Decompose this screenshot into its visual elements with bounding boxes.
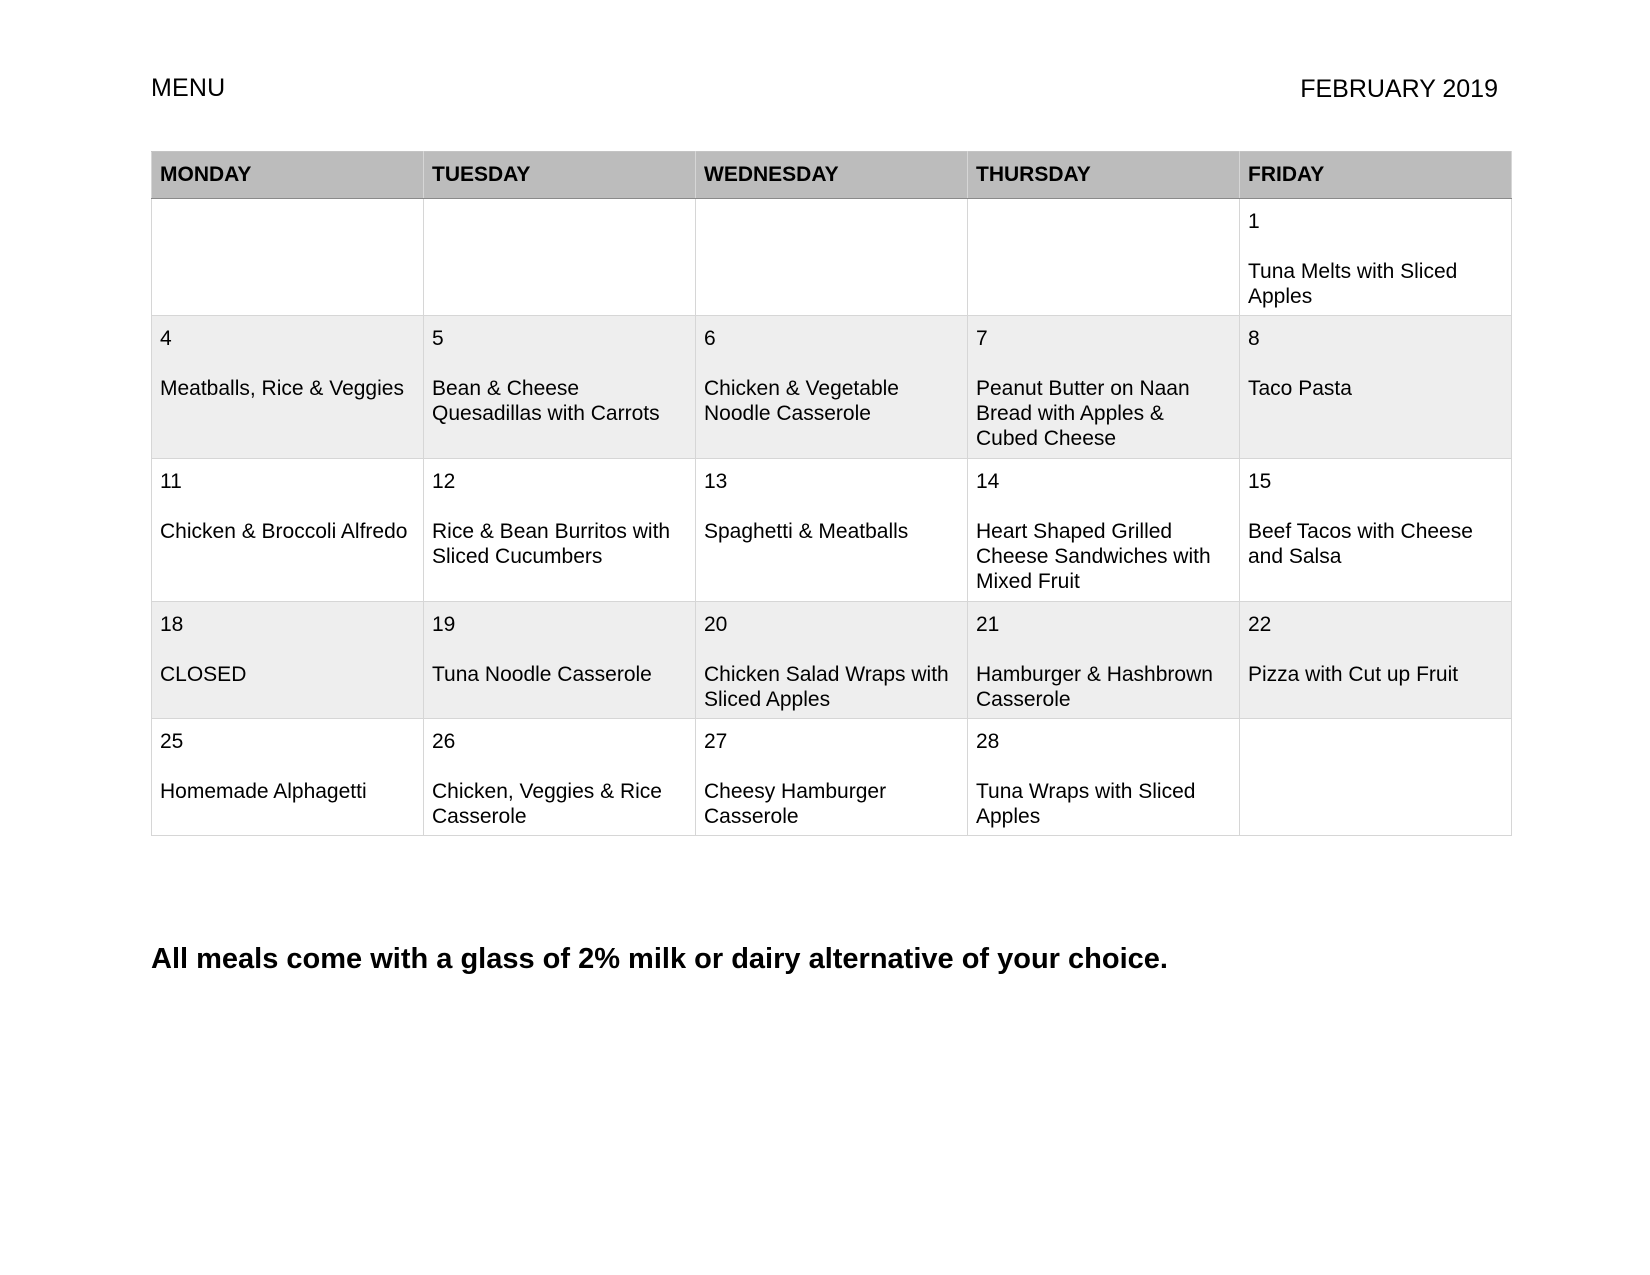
day-cell xyxy=(424,459,696,602)
day-number: 27 xyxy=(704,730,728,753)
weekday-header-monday: MONDAY xyxy=(152,152,424,199)
day-cell xyxy=(424,316,696,459)
meal-text: Chicken, Veggies & Rice Casserole xyxy=(432,780,662,828)
day-cell xyxy=(424,199,696,316)
day-cell xyxy=(152,459,424,602)
meal-text: Heart Shaped Grilled Cheese Sandwiches with Mixed Fruit xyxy=(976,520,1211,593)
day-cell xyxy=(696,199,968,316)
day-cell xyxy=(968,602,1240,719)
day-number: 7 xyxy=(976,327,988,350)
day-number: 5 xyxy=(432,327,444,350)
meal-text: Peanut Butter on Naan Bread with Apples & Cubed Cheese xyxy=(976,377,1190,450)
day-number xyxy=(976,209,1231,234)
day-cell xyxy=(968,316,1240,459)
week-row xyxy=(152,459,1512,602)
meal-text: Tuna Noodle Casserole xyxy=(432,663,652,686)
meal-text: Pizza with Cut up Fruit xyxy=(1248,663,1459,686)
day-cell xyxy=(696,316,968,459)
day-number: 4 xyxy=(160,327,172,350)
weekday-header-wednesday: WEDNESDAY xyxy=(696,152,968,199)
day-number xyxy=(704,209,959,234)
day-cell xyxy=(1240,459,1512,602)
week-row xyxy=(152,316,1512,459)
day-number: 18 xyxy=(160,613,184,636)
meal-text: Cheesy Hamburger Casserole xyxy=(704,780,887,828)
week-row xyxy=(152,199,1512,316)
day-cell xyxy=(968,199,1240,316)
weekday-header-tuesday: TUESDAY xyxy=(424,152,696,199)
week-row xyxy=(152,602,1512,719)
meal-text: Rice & Bean Burritos with Sliced Cucumbers xyxy=(432,520,671,568)
day-number: 14 xyxy=(976,470,1000,493)
meal-text: Tuna Wraps with Sliced Apples xyxy=(976,780,1196,828)
day-number: 1 xyxy=(1248,210,1260,233)
meal-text: Spaghetti & Meatballs xyxy=(704,520,909,543)
month-title: FEBRUARY 2019 xyxy=(1300,75,1498,103)
day-cell xyxy=(968,719,1240,836)
week-row xyxy=(152,719,1512,836)
weekday-header-row xyxy=(152,152,1512,199)
meal-text: Chicken Salad Wraps with Sliced Apples xyxy=(704,663,949,711)
day-cell xyxy=(424,719,696,836)
day-cell xyxy=(1240,719,1512,836)
day-number xyxy=(432,209,687,234)
day-cell xyxy=(968,459,1240,602)
day-number xyxy=(160,209,415,234)
day-number: 28 xyxy=(976,730,1000,753)
meal-text: Chicken & Broccoli Alfredo xyxy=(160,520,408,543)
menu-calendar-table xyxy=(151,151,1512,836)
day-cell xyxy=(424,602,696,719)
day-cell xyxy=(1240,602,1512,719)
day-cell xyxy=(152,602,424,719)
day-number xyxy=(1248,729,1503,754)
meal-text: Bean & Cheese Quesadillas with Carrots xyxy=(432,377,660,425)
milk-note: All meals come with a glass of 2% milk or dairy alternative of your choice. xyxy=(151,943,1168,975)
meal-text: Tuna Melts with Sliced Apples xyxy=(1248,260,1458,308)
day-number: 19 xyxy=(432,613,456,636)
day-number: 26 xyxy=(432,730,456,753)
meal-text: Homemade Alphagetti xyxy=(160,780,367,803)
day-number: 25 xyxy=(160,730,184,753)
day-cell xyxy=(152,199,424,316)
meal-text: Taco Pasta xyxy=(1248,377,1352,400)
day-cell xyxy=(696,719,968,836)
day-cell xyxy=(696,602,968,719)
day-number: 20 xyxy=(704,613,728,636)
weekday-header-friday: FRIDAY xyxy=(1240,152,1512,199)
day-number: 22 xyxy=(1248,613,1272,636)
day-number: 11 xyxy=(160,470,182,493)
day-cell xyxy=(1240,199,1512,316)
day-cell xyxy=(152,316,424,459)
day-number: 15 xyxy=(1248,470,1272,493)
meal-text: Beef Tacos with Cheese and Salsa xyxy=(1248,520,1473,568)
meal-text: Hamburger & Hashbrown Casserole xyxy=(976,663,1213,711)
day-number: 13 xyxy=(704,470,728,493)
day-number: 6 xyxy=(704,327,716,350)
meal-text: Chicken & Vegetable Noodle Casserole xyxy=(704,377,899,425)
meal-text: Meatballs, Rice & Veggies xyxy=(160,377,404,400)
day-cell xyxy=(152,719,424,836)
day-number: 8 xyxy=(1248,327,1260,350)
day-number: 21 xyxy=(976,613,1000,636)
menu-title: MENU xyxy=(151,74,226,102)
day-cell xyxy=(1240,316,1512,459)
weekday-header-thursday: THURSDAY xyxy=(968,152,1240,199)
day-cell xyxy=(696,459,968,602)
meal-text: CLOSED xyxy=(160,663,247,686)
day-number: 12 xyxy=(432,470,456,493)
